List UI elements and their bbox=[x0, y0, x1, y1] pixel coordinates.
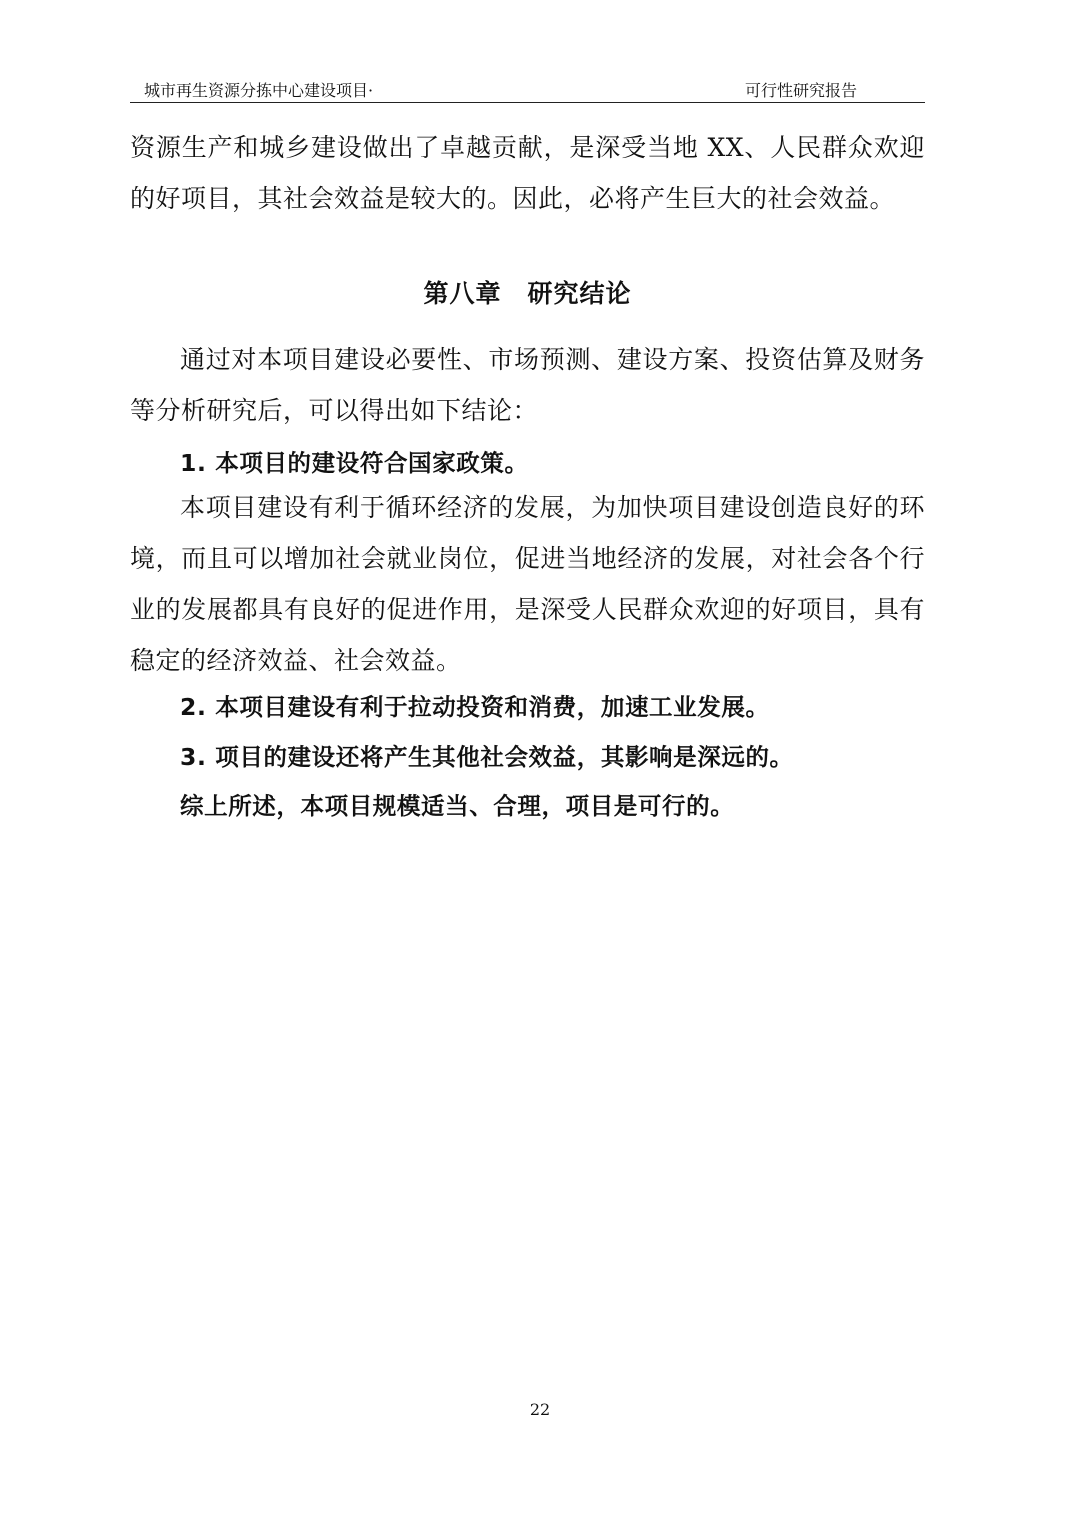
header-project-title: 城市再生资源分拣中心建设项目· bbox=[144, 81, 374, 100]
header-report-type: 可行性研究报告 bbox=[744, 81, 857, 100]
page-number: 22 bbox=[529, 1400, 551, 1419]
chapter-title: 研究结论 bbox=[527, 279, 632, 308]
conclusion-point-1: 1. 本项目的建设符合国家政策。 bbox=[180, 449, 529, 477]
chapter-heading bbox=[130, 274, 925, 310]
page-header bbox=[130, 74, 925, 103]
paragraph-point-1-detail: 本项目建设有利于循环经济的发展，为加快项目建设创造良好的环境，而且可以增加社会就业岗位，促进当地经济的发展，对社会各个行业的发展都具有良好的促进作用，是深受人民群众欢迎的好项目，具有稳定的经济效益、社会效益。 bbox=[130, 493, 925, 675]
conclusion-point-2: 2. 本项目建设有利于拉动投资和消费，加速工业发展。 bbox=[180, 693, 770, 721]
paragraph-continued: 资源生产和城乡建设做出了卓越贡献，是深受当地 XX、人民群众欢迎的好项目，其社会效益是较大的。因此，必将产生巨大的社会效益。 bbox=[130, 133, 925, 213]
conclusion-point-3: 3. 项目的建设还将产生其他社会效益，其影响是深远的。 bbox=[180, 743, 794, 771]
paragraph-intro: 通过对本项目建设必要性、市场预测、建设方案、投资估算及财务等分析研究后，可以得出如下结论： bbox=[130, 345, 925, 425]
conclusion-summary: 综上所述，本项目规模适当、合理，项目是可行的。 bbox=[180, 792, 735, 820]
chapter-label: 第八章 bbox=[423, 279, 502, 308]
